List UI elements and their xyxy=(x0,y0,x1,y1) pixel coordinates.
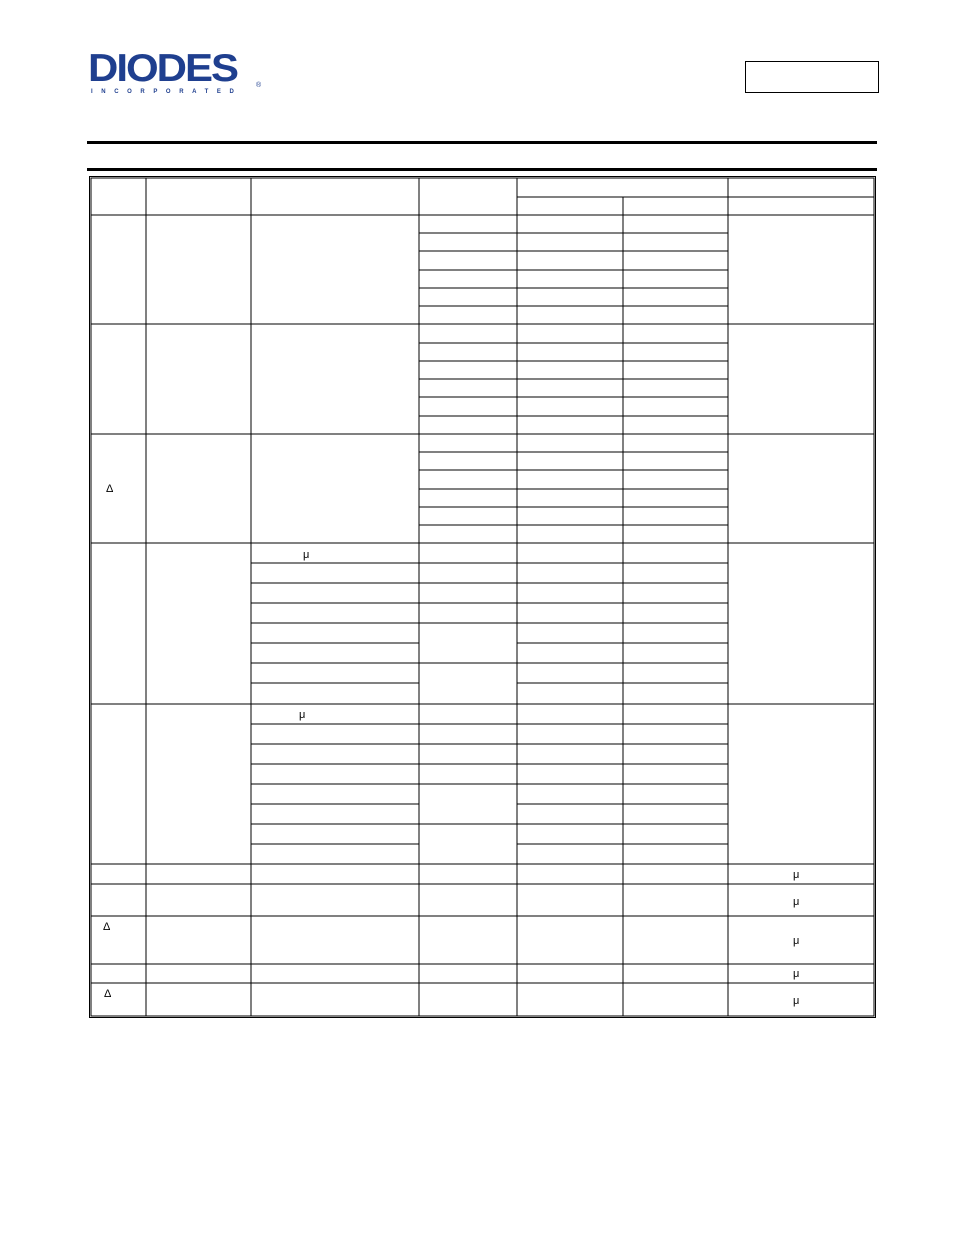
unit-cell-5: μ xyxy=(793,995,800,1007)
logo-registered-mark: ® xyxy=(256,82,262,89)
unit-cell-3: μ xyxy=(793,935,800,947)
unit-cell-2: μ xyxy=(793,896,800,908)
symbol-delta-2: Δ xyxy=(103,921,111,933)
unit-cell-4: μ xyxy=(793,968,800,980)
logo-wordmark: DIODES xyxy=(88,46,238,90)
unit-cell-1: μ xyxy=(793,869,800,881)
symbol-micro-1: μ xyxy=(303,549,310,561)
symbol-delta-3: Δ xyxy=(104,988,112,1000)
logo-tagline: INCORPORATED xyxy=(91,89,243,95)
symbol-micro-2: μ xyxy=(299,709,306,721)
symbol-delta-1: Δ xyxy=(106,483,114,495)
